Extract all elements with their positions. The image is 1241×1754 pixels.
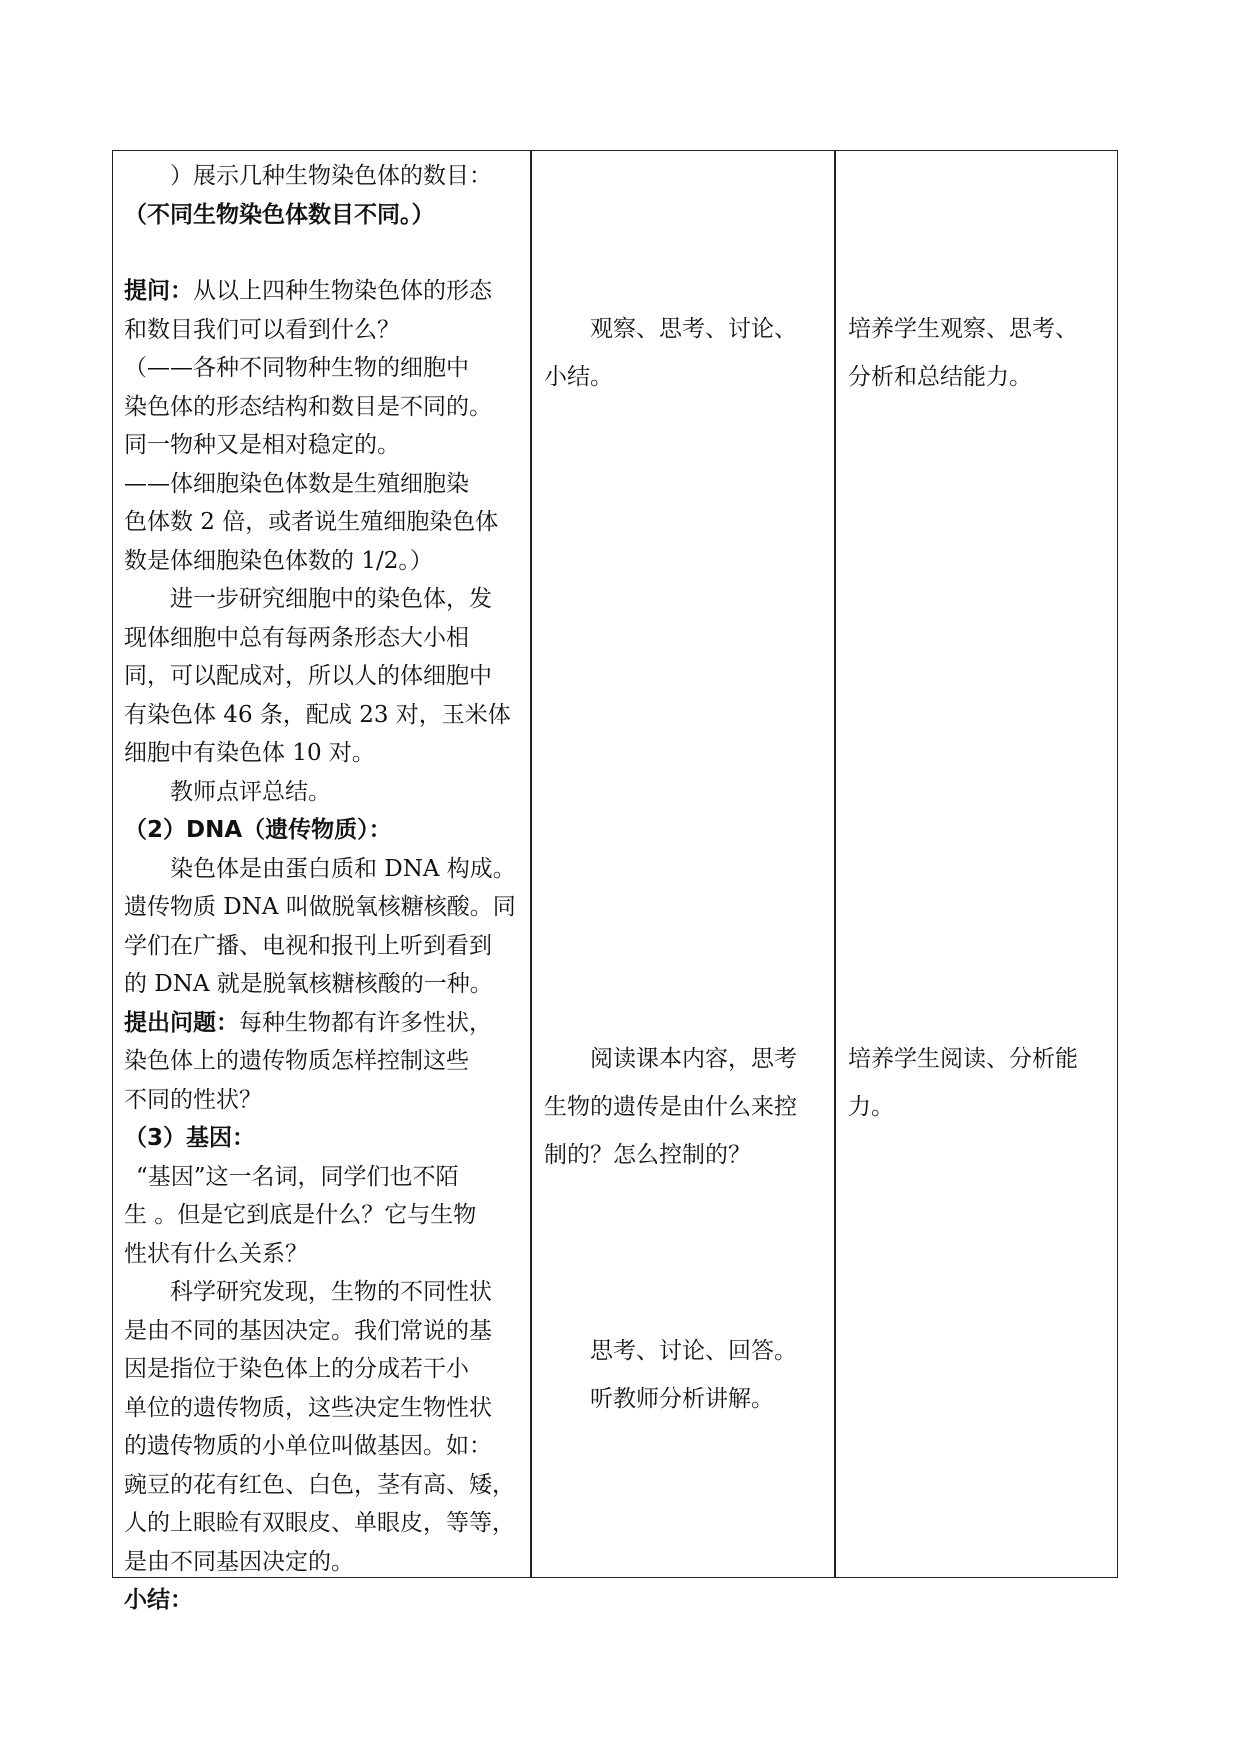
line: 思考、讨论、回答。 bbox=[590, 1338, 797, 1364]
line: 和数目我们可以看到什么？ bbox=[124, 316, 400, 343]
line: 数是体细胞染色体数的 1/2。） bbox=[124, 547, 433, 574]
summary-label: 小结： bbox=[124, 1587, 193, 1613]
line: 是由不同基因决定的。 bbox=[124, 1548, 354, 1575]
bold-text: （不同生物染色体数目不同。） bbox=[124, 201, 435, 228]
line: 同，可以配成对，所以人的体细胞中 bbox=[124, 663, 492, 689]
design-intent-cell-1 bbox=[848, 305, 1110, 401]
line bbox=[124, 272, 524, 311]
line: “基因”这一名词，同学们也不陌 bbox=[136, 1163, 459, 1190]
line bbox=[124, 1119, 524, 1158]
line: 不同的性状？ bbox=[124, 1086, 262, 1113]
line: 染色体上的遗传物质怎样控制这些 bbox=[124, 1048, 469, 1074]
line: 因是指位于染色体上的分成若干小 bbox=[124, 1356, 469, 1382]
design-intent-cell-2 bbox=[848, 1035, 1110, 1131]
line: 人的上眼睑有双眼皮、单眼皮，等等， bbox=[124, 1510, 515, 1536]
line: 培养学生阅读、分析能 bbox=[848, 1046, 1078, 1072]
line bbox=[124, 811, 524, 850]
student-activity-cell-3 bbox=[544, 1327, 822, 1423]
raise-question-label: 提出问题： bbox=[124, 1009, 239, 1036]
line: 同一物种又是相对稳定的。 bbox=[124, 432, 400, 458]
line: 分析和总结能力。 bbox=[848, 364, 1032, 390]
line: 教师点评总结。 bbox=[170, 778, 331, 805]
line: 细胞中有染色体 10 对。 bbox=[124, 740, 375, 766]
line: （——各种不同物种生物的细胞中 bbox=[124, 355, 469, 381]
line: 培养学生观察、思考、 bbox=[848, 316, 1078, 342]
line: 听教师分析讲解。 bbox=[590, 1386, 774, 1412]
line: 遗传物质 DNA 叫做脱氧核糖核酸。同 bbox=[124, 894, 516, 920]
line: 染色体是由蛋白质和 DNA 构成。 bbox=[170, 855, 516, 882]
section-heading-gene: （3）基因： bbox=[124, 1125, 256, 1151]
column-divider-2 bbox=[834, 150, 836, 1578]
line: 的 DNA 就是脱氧核糖核酸的一种。 bbox=[124, 971, 493, 997]
line: 科学研究发现，生物的不同性状 bbox=[170, 1279, 492, 1305]
line: 小结。 bbox=[544, 364, 613, 390]
line bbox=[124, 1581, 524, 1620]
student-activity-cell-2 bbox=[544, 1035, 822, 1179]
section-heading-dna: （2）DNA（遗传物质）： bbox=[124, 817, 392, 843]
line: 生物的遗传是由什么来控 bbox=[544, 1094, 797, 1120]
line: 豌豆的花有红色、白色，茎有高、矮， bbox=[124, 1471, 515, 1498]
line: 染色体的形态结构和数目是不同的。 bbox=[124, 393, 492, 420]
line: 有染色体 46 条，配成 23 对，玉米体 bbox=[124, 701, 511, 728]
blank-line bbox=[124, 234, 524, 272]
line: 是由不同的基因决定。我们常说的基 bbox=[124, 1317, 492, 1344]
line: 制的？怎么控制的？ bbox=[544, 1142, 751, 1168]
student-activity-cell-1 bbox=[544, 305, 822, 401]
line: 进一步研究细胞中的染色体，发 bbox=[170, 586, 492, 612]
line-text: 每种生物都有许多性状， bbox=[239, 1009, 492, 1036]
line: 色体数 2 倍，或者说生殖细胞染色体 bbox=[124, 509, 499, 535]
line: 现体细胞中总有每两条形态大小相 bbox=[124, 624, 469, 651]
line: 单位的遗传物质，这些决定生物性状 bbox=[124, 1394, 492, 1421]
teacher-activity-cell bbox=[124, 157, 524, 1620]
line: 力。 bbox=[848, 1094, 894, 1120]
line: 性状有什么关系？ bbox=[124, 1240, 308, 1267]
line bbox=[124, 196, 524, 235]
line: 阅读课本内容，思考 bbox=[590, 1046, 797, 1072]
line: 观察、思考、讨论、 bbox=[590, 316, 797, 342]
line: ——体细胞染色体数是生殖细胞染 bbox=[124, 470, 469, 497]
line: 学们在广播、电视和报刊上听到看到 bbox=[124, 932, 492, 959]
line: 生 。但是它到底是什么？它与生物 bbox=[124, 1202, 477, 1228]
line bbox=[124, 1004, 524, 1043]
line: ）展示几种生物染色体的数目： bbox=[170, 163, 492, 189]
question-label: 提问： bbox=[124, 278, 193, 304]
line-text: 从以上四种生物染色体的形态 bbox=[193, 278, 492, 304]
line: 的遗传物质的小单位叫做基因。如： bbox=[124, 1433, 492, 1459]
column-divider-1 bbox=[530, 150, 532, 1578]
